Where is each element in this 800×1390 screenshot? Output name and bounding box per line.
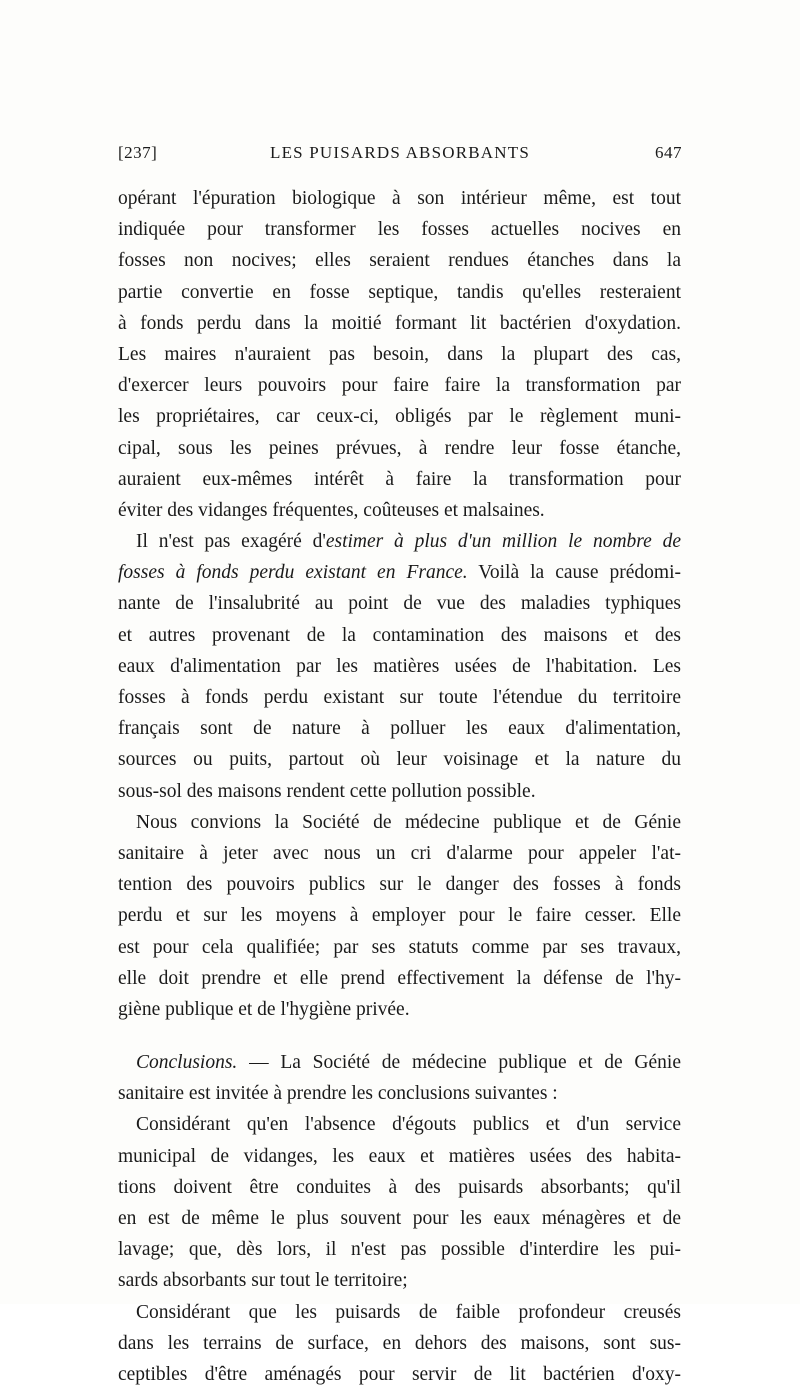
- text-run: ceptibles d'être aménagés pour servir de lit bactérien d'oxy-: [118, 1363, 681, 1385]
- page-body-text: [118, 183, 681, 1390]
- text-line: [118, 994, 681, 1025]
- text-line: [118, 1234, 681, 1265]
- text-line: [118, 1297, 681, 1328]
- text-run: perdu et sur les moyens à employer pour le faire cesser. Elle: [118, 905, 681, 927]
- text-line: [118, 682, 681, 713]
- text-line: [118, 401, 681, 432]
- text-run: indiquée pour transformer les fosses actuelles nocives en: [118, 219, 681, 241]
- text-run: d'exercer leurs pouvoirs pour faire faire la transformation par: [118, 375, 681, 397]
- text-run: est pour cela qualifiée; par ses statuts comme par ses travaux,: [118, 936, 681, 958]
- text-run: fosses non nocives; elles seraient rendues étanches dans la: [118, 250, 681, 272]
- text-line: [118, 869, 681, 900]
- text-run: sards absorbants sur tout le territoire;: [118, 1270, 408, 1292]
- italic-text: estimer à plus d'un million le nombre de: [325, 531, 681, 553]
- text-run: Voilà la cause prédomi-: [467, 562, 681, 584]
- text-line: [118, 1328, 681, 1359]
- text-line: [118, 1109, 681, 1140]
- text-line: [118, 1265, 681, 1296]
- text-run: fosses à fonds perdu existant sur toute l'étendue du territoire: [118, 687, 681, 708]
- text-line: [118, 1047, 681, 1078]
- text-run: sanitaire est invitée à prendre les conclusions suivantes :: [118, 1083, 558, 1105]
- text-line: [118, 588, 681, 619]
- text-run: cipal, sous les peines prévues, à rendre leur fosse étanche,: [118, 437, 681, 459]
- text-run: sous-sol des maisons rendent cette pollution possible.: [118, 780, 536, 802]
- text-run: sanitaire à jeter avec nous un cri d'alarme pour appeler l'at-: [118, 842, 681, 864]
- text-run: Considérant que les puisards de faible profondeur creusés: [136, 1301, 681, 1323]
- text-line: [118, 370, 681, 401]
- text-line: [118, 838, 681, 869]
- text-line: [118, 713, 681, 744]
- text-run: Il n'est pas exagéré d': [136, 531, 326, 553]
- section-number: [237]: [118, 143, 158, 162]
- text-line: [118, 744, 681, 775]
- text-run: auraient eux-mêmes intérêt à faire la transformation pour: [118, 468, 681, 490]
- text-line: [118, 245, 681, 276]
- text-run: dans les terrains de surface, en dehors des maisons, sont sus-: [118, 1332, 681, 1354]
- text-run: partie convertie en fosse septique, tandis qu'elles resteraient: [118, 281, 681, 303]
- text-run: opérant l'épuration biologique à son intérieur même, est tout: [118, 188, 681, 209]
- text-line: [118, 526, 681, 557]
- text-run: sources ou puits, partout où leur voisinage et la nature du: [118, 749, 681, 771]
- text-run: municipal de vidanges, les eaux et matières usées des habita-: [118, 1145, 681, 1167]
- text-line: [118, 433, 681, 464]
- text-run: éviter des vidanges fréquentes, coûteuses et malsaines.: [118, 499, 545, 521]
- text-run: tention des pouvoirs publics sur le danger des fosses à fonds: [118, 874, 681, 896]
- text-run: les propriétaires, car ceux-ci, obligés par le règlement muni-: [118, 406, 681, 428]
- page-number: 647: [655, 143, 682, 162]
- text-run: français sont de nature à polluer les eaux d'alimentation,: [118, 718, 681, 740]
- text-line: [118, 776, 681, 807]
- text-line: [118, 1359, 681, 1390]
- italic-text: Conclusions.: [136, 1052, 238, 1074]
- text-run: Les maires n'auraient pas besoin, dans la plupart des cas,: [118, 343, 681, 365]
- text-line: [118, 1141, 681, 1172]
- text-line: [118, 183, 681, 214]
- text-line: [118, 339, 681, 370]
- text-line: [118, 651, 681, 682]
- text-run: eaux d'alimentation par les matières usées de l'habitation. Les: [118, 655, 681, 677]
- text-run: lavage; que, dès lors, il n'est pas possible d'interdire les pui-: [118, 1239, 681, 1261]
- text-run: giène publique et de l'hygiène privée.: [118, 998, 410, 1020]
- text-line: [118, 308, 681, 339]
- running-title: LES PUISARDS ABSORBANTS: [270, 143, 530, 162]
- text-line: [118, 963, 681, 994]
- text-line: [118, 277, 681, 308]
- text-line: [118, 900, 681, 931]
- text-run: nante de l'insalubrité au point de vue des maladies typhiques: [118, 593, 681, 615]
- text-line: [118, 620, 681, 651]
- text-line: [118, 807, 681, 838]
- text-line: [118, 932, 681, 963]
- text-line: [118, 557, 681, 588]
- text-line: [118, 495, 681, 526]
- text-run: elle doit prendre et elle prend effectivement la défense de l'hy-: [118, 967, 681, 989]
- text-run: Considérant qu'en l'absence d'égouts publics et d'un service: [136, 1114, 681, 1136]
- text-line: [118, 464, 681, 495]
- text-run: à fonds perdu dans la moitié formant lit bactérien d'oxydation.: [118, 312, 681, 334]
- text-line: [118, 1078, 681, 1109]
- text-line: [118, 214, 681, 245]
- text-line: [118, 1203, 681, 1234]
- text-run: et autres provenant de la contamination des maisons et des: [118, 624, 681, 646]
- text-run: tions doivent être conduites à des puisards absorbants; qu'il: [118, 1176, 681, 1198]
- text-run: en est de même le plus souvent pour les eaux ménagères et de: [118, 1208, 681, 1229]
- text-line: [118, 1172, 681, 1203]
- running-header: [118, 143, 682, 167]
- text-run: Nous convions la Société de médecine publique et de Génie: [136, 811, 681, 833]
- paragraph-gap: [118, 1025, 681, 1047]
- text-run: — La Société de médecine publique et de Génie: [237, 1052, 681, 1074]
- italic-text: fosses à fonds perdu existant en France.: [118, 562, 468, 584]
